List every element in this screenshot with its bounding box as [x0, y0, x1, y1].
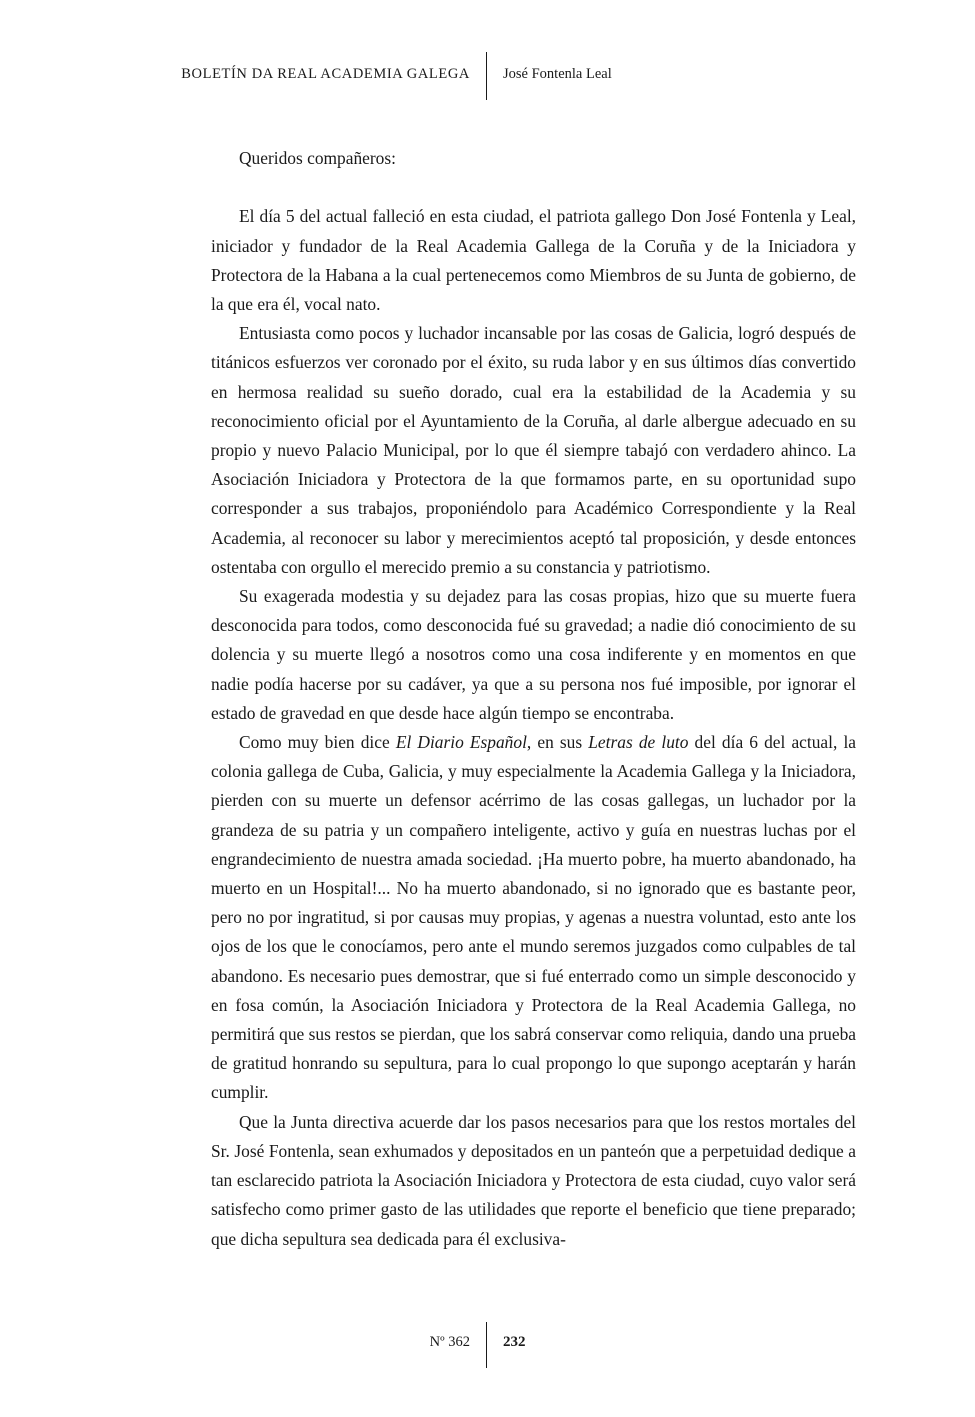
page-number: 232 — [503, 1334, 526, 1350]
paragraph-4-part-c: del día 6 del actual, la colonia gallega de Cuba, Galicia, y muy especialmente la Academia Gallega y la Iniciadora, pierden con su muerte un defensor acérrimo de las cosas gallegas, un luchador por la grandeza de su patria y un compañero inteligente, activo y guía en nuestras luchas por el engrandecimiento de nuestra amada sociedad. ¡Ha muerto pobre, ha muerto abandonado, ha muerto en un Hospital!... No ha muerto abandonado, si no ignorado que es bastante peor, pero no por ingratitud, si por causas muy propias, y agenas a nuestra voluntad, esto ante los ojos de los que le conocíamos, pero ante el mundo seremos juzgados como culpables de tal abandono. Es necesario pues demostrar, que si fué enterrado como un simple desconocido y en fosa común, la Asociación Iniciadora y Protectora de la Real Academia Gallega, no permitirá que sus restos se pierdan, que los sabrá conservar como reliquia, dando una prueba de gratitud honrando su sepultura, para lo cual propongo lo que supongo aceptarán y harán cumplir. — [211, 732, 856, 1103]
paragraph-5: Que la Junta directiva acuerde dar los pasos necesarios para que los restos mortales del Sr. José Fontenla, sean exhumados y depositados en un panteón que a perpetuidad dedique a tan esclarecido patriota la Asociación Iniciadora y Protectora de esta ciudad, cuyo valor será satisfecho como primer gasto de las utilidades que reporte el beneficio que tiene preparado; que dicha sepultura sea dedicada para él exclusiva- — [211, 1111, 856, 1249]
paragraph-4-part-b: , en sus — [526, 732, 589, 753]
footer-divider — [486, 1322, 487, 1368]
article-author: José Fontenla Leal — [503, 66, 612, 82]
column-title: Letras de luto — [588, 732, 689, 753]
newspaper-title: El Diario Español — [395, 732, 527, 753]
paragraph-1: El día 5 del actual falleció en esta ciudad, el patriota gallego Don José Fontenla y Leal, iniciador y fundador de la Real Academia Gallega de la Coruña y de la Iniciadora y Protectora de la Habana a la cual pertenecemos como Miembros de su Junta de gobierno, de la que era él, vocal nato. — [211, 206, 856, 314]
issue-number: Nº 362 — [429, 1334, 470, 1350]
article-body — [211, 144, 856, 1254]
paragraph-2: Entusiasta como pocos y luchador incansable por las cosas de Galicia, logró después de titánicos esfuerzos ver coronado por el éxito, su ruda labor y en sus últimos días convertido en hermosa realidad su sueño dorado, cual era la estabilidad de la Academia y su reconocimiento oficial por el Ayuntamiento de la Coruña, al darle albergue adecuado en su propio y nuevo Palacio Municipal, por lo que él siempre tabajó con verdadero ahinco. La Asociación Iniciadora y Protectora de la que formamos parte, en su oportunidad supo corresponder a sus trabajos, proponiéndolo para Académico Correspondiente y la Real Academia, al reconocer su labor y merecimientos aceptó tal proposición, y desde entonces ostentaba con orgullo el merecido premio a su constancia y patriotismo. — [211, 323, 856, 577]
salutation: Queridos compañeros: — [239, 148, 396, 168]
running-footer — [0, 1322, 975, 1368]
paragraph-3: Su exagerada modestia y su dejadez para las cosas propias, hizo que su muerte fuera desconocida para todos, como desconocida fué su gravedad; a nadie dió conocimiento de su dolencia y su muerte llegó a nosotros como una cosa indiferente y en momentos en que nadie podía hacerse por su cadáver, ya que a su persona nos fué imposible, por ignorar el estado de gravedad en que desde hace algún tiempo se encontraba. — [211, 586, 856, 723]
header-divider — [486, 52, 487, 100]
journal-title: BOLETÍN DA REAL ACADEMIA GALEGA — [181, 66, 470, 82]
running-header — [0, 52, 975, 100]
paragraph-4-part-a: Como muy bien dice — [239, 732, 396, 753]
paragraph-4 — [211, 728, 856, 1108]
